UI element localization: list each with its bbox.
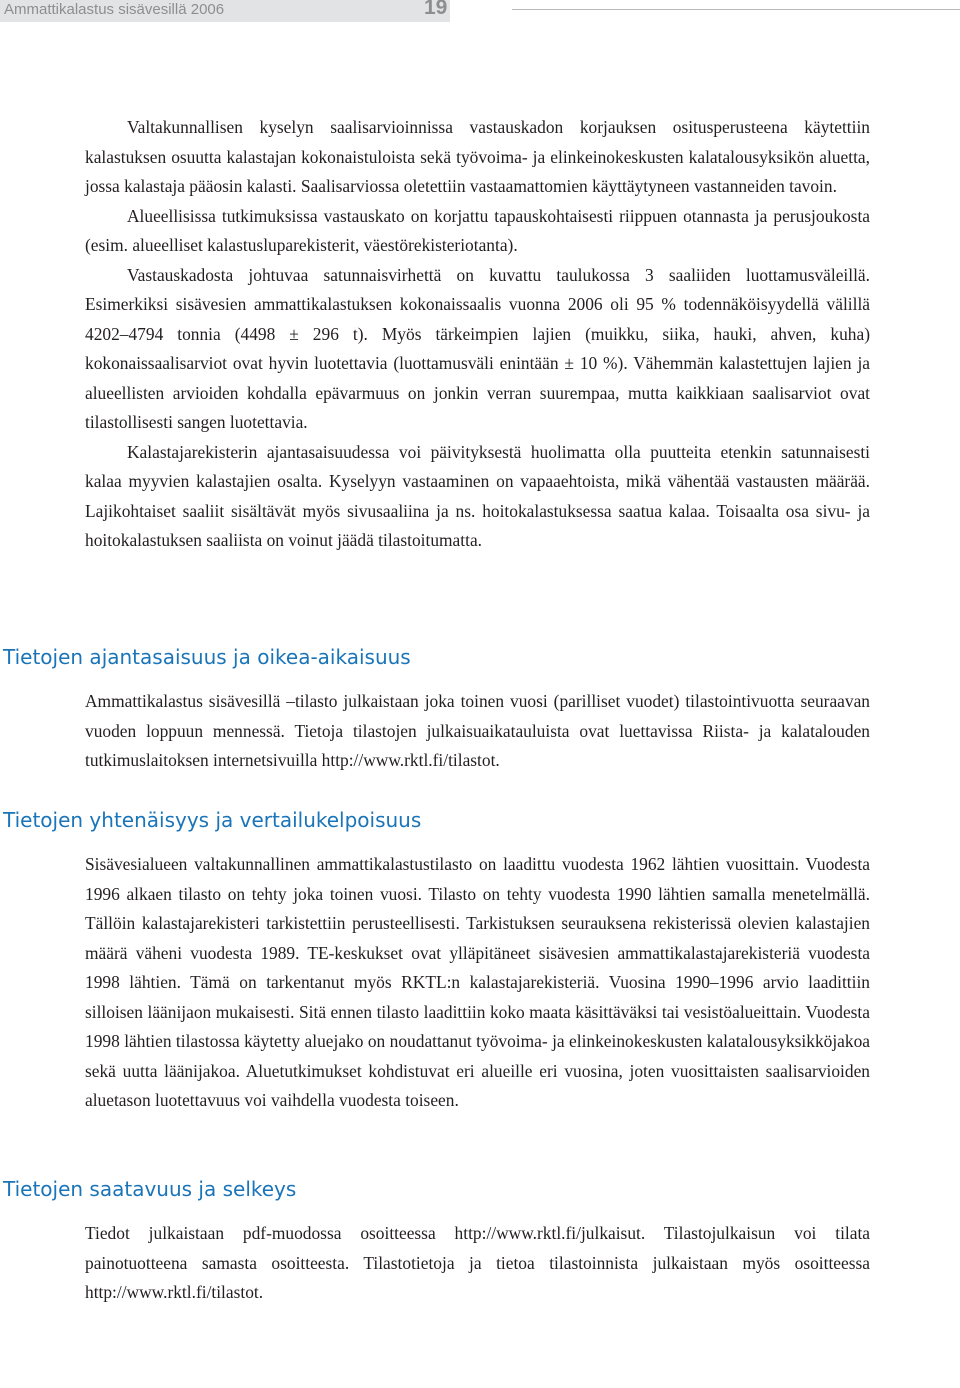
header-divider bbox=[512, 9, 960, 10]
paragraph: Kalastajarekisterin ajantasaisuudessa voi päivityksestä huolimatta olla puutteita etenkin satunnaisesti kalaa myyvien kalastajien osalta. Kyselyyn vastaaminen on vapaaehtoista, mikä vähentää vastausten määrää. Lajikohtaiset saaliit sisältävät myös sivusaaliina ja ns. hoitokalastuksessa saatua kalaa. Toisaalta osa sivu- ja hoitokalastuksen saaliista on voinut jäädä tilastoitumatta. bbox=[85, 441, 870, 550]
paragraph: Sisävesialueen valtakunnallinen ammattikalastustilasto on laadittu vuodesta 1962 lähtien vuosittain. Vuodesta 1996 alkaen tilasto on tehty joka toinen vuosi. Tilasto on tehty vuodesta 1990 lähtien samalla menetelmällä. Tällöin kalastajarekisteri tarkistettiin perusteellisesti. Tarkistuksen seurauksena rekisterissä olevien kalastajien määrä väheni vuodesta 1989. TE-keskukset ovat ylläpitäneet sisävesien ammattikalastajarekisteriä vuodesta 1998 lähtien. Tämä on tarkentanut myös RKTL:n kalastajarekisteriä. Vuosina 1990–1996 arvio laadittiin silloisen läänijaon mukaisesti. Sitä ennen tilasto laadittiin koko maata käsittäväksi tai vesistöalueittain. Vuodesta 1998 lähtien tilastossa käytetty aluejako on noudattanut työvoima- ja elinkeinokeskusten kalatalousyksikköjakoa sekä uutta läänijakoa. Aluetutkimukset kohdistuvat eri alueille eri vuosina, joten vuosittaisten saalisarvioiden aluetason luotettavuus voi vaihdella vuodesta toiseen. bbox=[85, 854, 870, 1110]
timeliness-text-block bbox=[85, 687, 870, 776]
running-header-title: Ammattikalastus sisävesillä 2006 bbox=[4, 1, 225, 18]
paragraph: Tiedot julkaistaan pdf-muodossa osoitteessa http://www.rktl.fi/julkaisut. Tilastojulkaisun voi tilata painotuotteena samasta osoitteesta. Tilastotietoja ja tietoa tilastoinnista julkaistaan myös osoitteessa http://www.rktl.fi/tilastot. bbox=[85, 1223, 870, 1302]
section-heading-availability: Tietojen saatavuus ja selkeys bbox=[3, 1177, 297, 1201]
paragraph: Valtakunnallisen kyselyn saalisarvioinnissa vastauskadon korjauksen ositusperusteena käytettiin kalastuksen osuutta kalastajan kokonaistuloista sekä työvoima- ja elinkeinokeskusten kalatalousyksikön aluetta, jossa kalastaja pääosin kalasti. Saalisarviossa oletettiin vastaamattomien käyttäytyneen vastanneiden tavoin. bbox=[85, 117, 870, 196]
page-header bbox=[0, 0, 960, 30]
comparability-text-block bbox=[85, 850, 870, 1116]
paragraph: Ammattikalastus sisävesillä –tilasto julkaistaan joka toinen vuosi (parilliset vuodet) tilastointivuotta seuraavan vuoden loppuun mennessä. Tietoja tilastojen julkaisuaikatauluista ovat luettavissa Riista- ja kalatalouden tutkimuslaitoksen internetsivuilla http://www.rktl.fi/tilastot. bbox=[85, 691, 870, 770]
availability-text-block bbox=[85, 1219, 870, 1308]
page-number: 19 bbox=[424, 0, 448, 19]
section-heading-timeliness: Tietojen ajantasaisuus ja oikea-aikaisuus bbox=[3, 645, 411, 669]
intro-text-block bbox=[85, 113, 870, 556]
paragraph: Alueellisissa tutkimuksissa vastauskato on korjattu tapauskohtaisesti riippuen otannasta ja perusjoukosta (esim. alueelliset kalastusluparekisterit, väestörekisteriotanta). bbox=[85, 205, 870, 255]
paragraph: Vastauskadosta johtuvaa satunnaisvirhettä on kuvattu taulukossa 3 saaliiden luottamusväleillä. Esimerkiksi sisävesien ammattikalastuksen kokonaissaalis vuonna 2006 oli 95 % todennäköisyydellä välillä 4202–4794 tonnia (4498 ± 296 t). Myös tärkeimpien lajien (muikku, siika, hauki, ahven, kuha) kokonaissaalisarviot ovat hyvin luotettavia (luottamusväli enintään ± 10 %). Vähemmän kalastettujen lajien ja alueellisten arvioiden kohdalla epävarmuus on jonkin verran suurempaa, mutta kaikkiaan saalisarviot ovat tilastollisesti sangen luotettavia. bbox=[85, 264, 870, 432]
section-heading-comparability: Tietojen yhtenäisyys ja vertailukelpoisuus bbox=[3, 808, 422, 832]
